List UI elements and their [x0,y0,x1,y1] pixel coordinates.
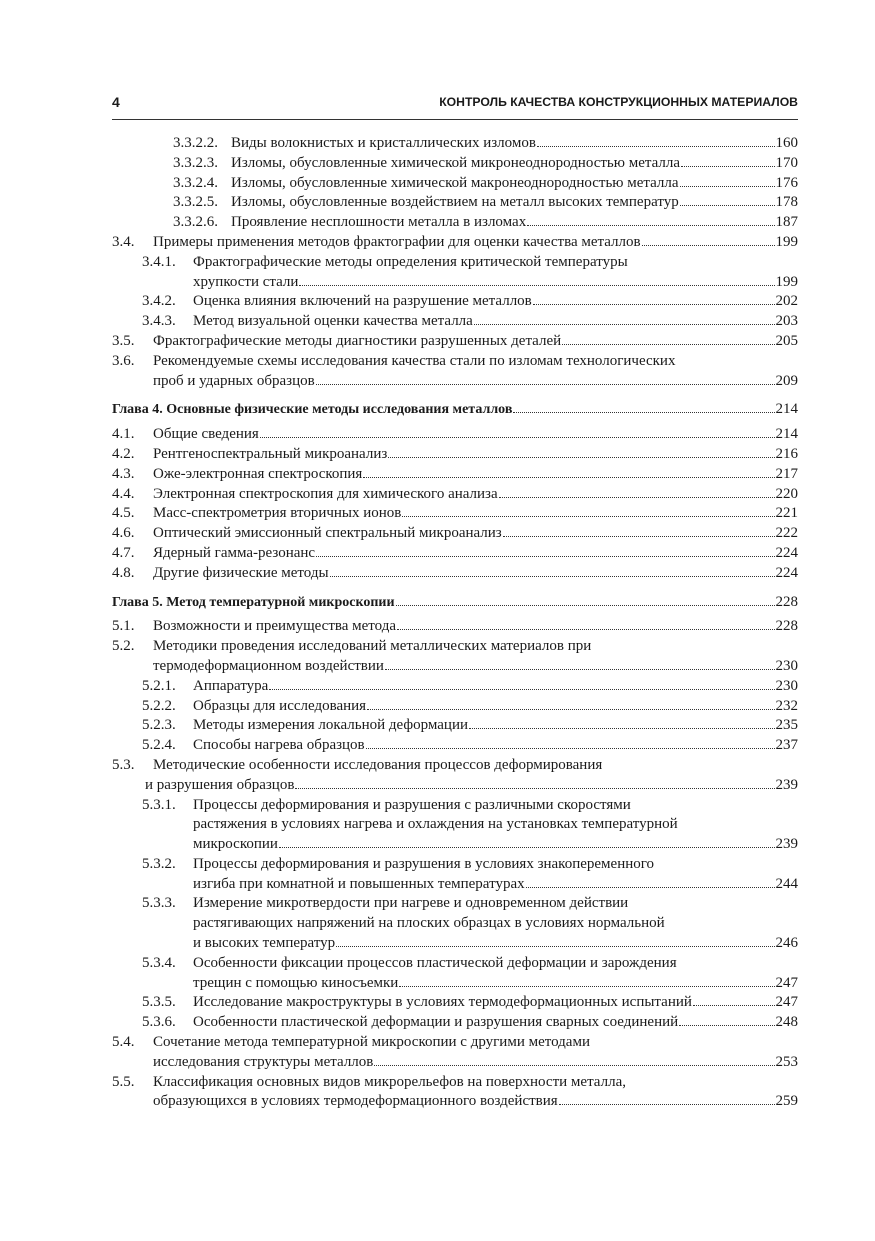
leader-dots [388,457,774,458]
leader-dots [693,1005,775,1006]
toc-entry[interactable] [112,855,798,895]
toc-entry[interactable] [112,544,798,564]
page-ref: 230 [775,657,798,674]
section-number: 5.1. [112,618,135,635]
page-ref: 160 [775,135,798,151]
toc-entry[interactable] [112,637,798,677]
page-ref: 205 [775,332,798,349]
table-of-contents [112,134,798,1112]
toc-entry[interactable] [112,312,798,332]
toc-entry[interactable] [112,134,798,154]
leader-dots [397,629,774,630]
page-ref: 228 [775,618,798,635]
page-ref: 214 [775,401,798,418]
leader-dots [503,536,775,537]
toc-entry[interactable] [112,233,798,253]
toc-entry[interactable] [112,1013,798,1033]
page-ref: 244 [775,875,798,892]
toc-entry[interactable] [112,485,798,505]
section-number: 3.5. [112,332,135,349]
page-ref: 248 [775,1014,798,1031]
leader-dots [642,245,775,246]
page-header [112,94,798,114]
page-ref: 214 [775,426,798,443]
leader-dots [269,689,774,690]
section-title: Рекомендуемые схемы исследования качества стали по изломам технологических [153,352,676,369]
section-title: Изломы, обусловленные воздействием на металл высоких температур [231,194,679,211]
leader-dots [367,709,774,710]
leader-dots [533,304,775,305]
section-title: Способы нагрева образцов [193,737,365,754]
toc-entry[interactable] [112,524,798,544]
leader-dots [680,205,775,206]
page-ref: 228 [775,593,798,610]
section-title: Электронная спектроскопия для химического анализа [153,485,498,502]
page-ref: 237 [775,737,798,754]
toc-entry[interactable] [112,193,798,213]
section-title: Особенности фиксации процессов пластической деформации и зарождения [193,954,677,971]
section-title: трещин с помощью киносъемки [193,974,399,991]
toc-entry[interactable] [112,564,798,584]
toc-entry[interactable] [112,796,798,855]
page-ref: 187 [775,214,798,231]
toc-entry[interactable] [112,736,798,756]
section-title: Масс-спектрометрия вторичных ионов [153,505,402,522]
leader-dots [527,225,774,226]
section-title: Аппаратура [193,677,269,694]
toc-entry[interactable] [112,154,798,174]
section-number: 3.3.2.4. [173,174,218,191]
section-title: хрупкости стали [193,273,299,290]
page-number: 4 [112,94,120,110]
section-number: 5.3.6. [142,1014,176,1031]
toc-entry[interactable] [112,756,798,796]
leader-dots [336,946,774,947]
page-ref: 247 [775,974,798,991]
leader-dots [279,847,775,848]
section-number: 3.3.2.3. [173,154,218,171]
section-number: 4.5. [112,505,135,522]
section-title: Фрактографические методы определения критической температуры [193,253,628,270]
section-title: Сочетание метода температурной микроскопии с другими методами [153,1034,590,1051]
section-number: 5.2.1. [142,677,176,694]
leader-dots [295,788,774,789]
leader-dots [363,477,774,478]
section-title: Возможности и преимущества метода [153,618,397,635]
section-number: 5.3.1. [142,796,176,813]
section-number: 3.4.2. [142,293,176,310]
section-title: Классификация основных видов микрорельефов на поверхности металла, [153,1073,626,1090]
leader-dots [562,344,774,345]
section-title: Исследование макроструктуры в условиях термодеформационных испытаний [193,994,692,1011]
chapter-title: Глава 5. Метод температурной микроскопии [112,594,395,610]
toc-entry[interactable] [112,716,798,736]
page-ref: 199 [775,233,798,250]
section-title: исследования структуры металлов [153,1053,374,1070]
section-title: Изломы, обусловленные химической макронеоднородностью металла [231,174,679,191]
page-ref: 224 [775,544,798,561]
section-number: 3.3.2.6. [173,214,218,231]
toc-entry[interactable] [112,617,798,637]
leader-dots [513,412,774,413]
section-title: изгиба при комнатной и повышенных температурах [193,875,525,892]
leader-dots [469,728,775,729]
section-title: Измерение микротвердости при нагреве и одновременном действии [193,895,629,912]
leader-dots [316,384,775,385]
page-ref: 203 [775,313,798,330]
section-title: Фрактографические методы диагностики разрушенных деталей [153,332,562,349]
toc-entry[interactable] [112,465,798,485]
section-number: 3.3.2.5. [173,194,218,211]
page-ref: 232 [775,697,798,714]
leader-dots [537,146,775,147]
section-title: Образцы для исследования [193,697,367,714]
leader-dots [679,1025,774,1026]
toc-entry[interactable] [112,1033,798,1073]
section-number: 3.4.1. [142,253,176,270]
leader-dots [316,556,774,557]
section-title: Проявление несплошности металла в изломах [231,214,527,231]
toc-entry[interactable] [112,174,798,194]
toc-chapter[interactable] [112,400,798,420]
leader-dots [374,1065,774,1066]
leader-dots [474,324,775,325]
leader-dots [396,605,775,606]
page-ref: 246 [775,935,798,952]
page-ref: 224 [775,564,798,581]
section-title: Методики проведения исследований металлических материалов при [153,638,592,655]
section-number: 5.2.3. [142,717,176,734]
leader-dots [499,497,775,498]
section-number: 4.3. [112,465,135,482]
running-title: КОНТРОЛЬ КАЧЕСТВА КОНСТРУКЦИОННЫХ МАТЕРИАЛОВ [439,95,798,109]
section-number: 3.4. [112,233,135,250]
section-number: 5.5. [112,1073,135,1090]
section-title: Особенности пластической деформации и разрушения сварных соединений [193,1014,679,1031]
section-title: микроскопии [193,836,278,853]
toc-chapter[interactable] [112,593,798,613]
page-ref: 230 [775,677,798,694]
section-title: Другие физические методы [153,564,329,581]
section-title: растягивающих напряжений на плоских образцах в условиях нормальной [193,915,665,932]
leader-dots [299,285,774,286]
section-title: и высоких температур [193,935,336,952]
chapter-title: Глава 4. Основные физические методы исследования металлов [112,402,513,418]
toc-entry[interactable] [112,697,798,717]
section-number: 4.6. [112,525,135,542]
leader-dots [526,887,775,888]
section-number: 5.3.5. [142,994,176,1011]
section-number: 3.4.3. [142,313,176,330]
section-number: 5.3.3. [142,895,176,912]
header-rule [112,119,798,120]
page-ref: 239 [775,836,798,853]
section-number: 5.3.4. [142,954,176,971]
section-title: Ядерный гамма-резонанс [153,544,316,561]
section-title: Процессы деформирования и разрушения в условиях знакопеременного [193,855,655,872]
section-number: 5.4. [112,1034,135,1051]
toc-entry[interactable] [112,292,798,312]
page-ref: 217 [775,465,798,482]
section-title: Примеры применения методов фрактографии для оценки качества металлов [153,233,641,250]
section-title: образующихся в условиях термодеформационного воздействия [153,1093,558,1110]
leader-dots [399,986,774,987]
section-title: Методы измерения локальной деформации [193,717,468,734]
section-number: 4.2. [112,445,135,462]
page-ref: 199 [775,273,798,290]
leader-dots [330,576,775,577]
page-ref: 170 [775,154,798,171]
toc-entry[interactable] [112,253,798,293]
toc-entry[interactable] [112,954,798,994]
section-title: растяжения в условиях нагрева и охлаждения на установках температурной [193,816,678,833]
toc-entry[interactable] [112,352,798,392]
section-title: проб и ударных образцов [153,372,315,389]
section-number: 5.2.4. [142,737,176,754]
section-title: Рентгеноспектральный микроанализ [153,445,388,462]
page-ref: 220 [775,485,798,502]
toc-entry[interactable] [112,993,798,1013]
section-number: 5.3.2. [142,855,176,872]
toc-entry[interactable] [112,504,798,524]
page-ref: 216 [775,445,798,462]
leader-dots [559,1104,775,1105]
page-ref: 176 [775,174,798,191]
page-ref: 222 [775,525,798,542]
section-number: 5.3. [112,756,135,773]
page-ref: 253 [775,1053,798,1070]
section-title: Методические особенности исследования процессов деформирования [153,756,603,773]
page-ref: 221 [775,505,798,522]
section-title: Метод визуальной оценки качества металла [193,313,473,330]
page-ref: 209 [775,372,798,389]
section-number: 5.2. [112,638,135,655]
toc-entry[interactable] [112,425,798,445]
section-title: Изломы, обусловленные химической микронеоднородностью металла [231,154,681,171]
page-ref: 247 [775,994,798,1011]
section-title: Виды волокнистых и кристаллических изломов [231,135,536,151]
section-title: Оже-электронная спектроскопия [153,465,363,482]
toc-entry[interactable] [112,332,798,352]
section-title: Процессы деформирования и разрушения с различными скоростями [193,796,631,813]
toc-entry[interactable] [112,1073,798,1113]
section-title: Общие сведения [153,426,259,443]
leader-dots [681,166,774,167]
toc-entry[interactable] [112,445,798,465]
leader-dots [385,669,775,670]
section-number: 3.3.2.2. [173,135,218,151]
toc-entry[interactable] [112,677,798,697]
section-number: 3.6. [112,352,135,369]
section-title: термодеформационном воздействии [153,657,384,674]
toc-entry[interactable] [112,213,798,233]
leader-dots [366,748,775,749]
page-ref: 178 [775,194,798,211]
section-number: 4.4. [112,485,135,502]
page-ref: 239 [775,776,798,793]
page-ref: 259 [775,1093,798,1110]
section-number: 4.8. [112,564,135,581]
section-number: 5.2.2. [142,697,176,714]
page-ref: 235 [775,717,798,734]
section-number: 4.7. [112,544,135,561]
section-number: 4.1. [112,426,135,443]
page-ref: 202 [775,293,798,310]
leader-dots [260,437,775,438]
section-title: Оценка влияния включений на разрушение металлов [193,293,532,310]
leader-dots [680,186,775,187]
section-title: Оптический эмиссионный спектральный микроанализ [153,525,502,542]
toc-entry[interactable] [112,894,798,953]
section-title: и разрушения образцов [145,776,295,793]
leader-dots [402,516,774,517]
